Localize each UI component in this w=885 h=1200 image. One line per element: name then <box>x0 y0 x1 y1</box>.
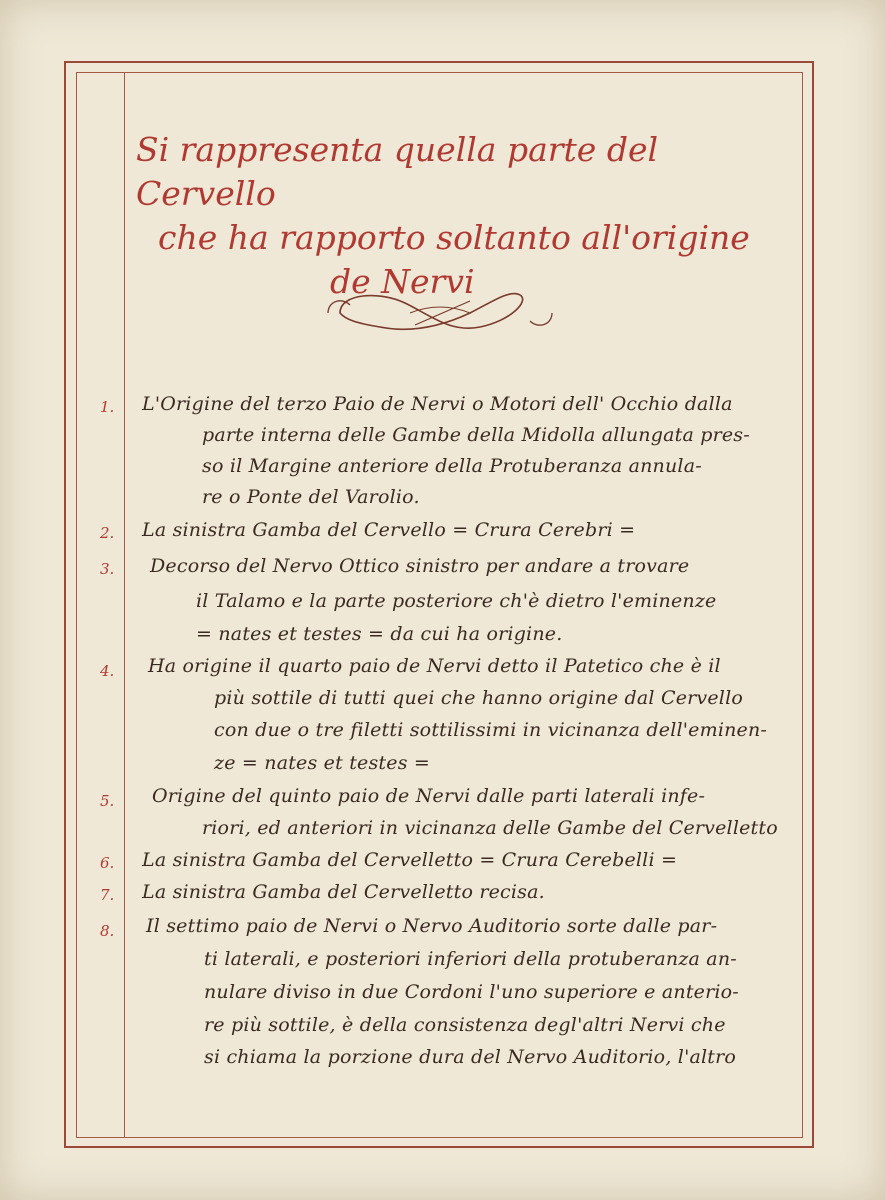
item-number: 2. <box>100 524 115 542</box>
item-line: = nates et testes = da cui ha origine. <box>196 623 563 645</box>
item-number: 3. <box>100 560 115 578</box>
item-line: il Talamo e la parte posteriore ch'è dietro l'eminenze <box>196 590 717 612</box>
item-number: 4. <box>100 662 115 680</box>
item-line: Il settimo paio de Nervi o Nervo Auditorio sorte dalle par- <box>146 915 718 937</box>
item-line: re o Ponte del Varolio. <box>202 486 420 508</box>
item-line: so il Margine anteriore della Protuberanza annula- <box>202 455 702 477</box>
item-line: re più sottile, è della consistenza degl'altri Nervi che <box>204 1014 726 1036</box>
item-line: riori, ed anteriori in vicinanza delle Gambe del Cervelletto <box>202 817 778 839</box>
item-number: 8. <box>100 922 115 940</box>
title-line-1: Si rappresenta quella parte del Cervello <box>136 130 659 213</box>
item-line: Ha origine il quarto paio de Nervi detto il Patetico che è il <box>148 655 721 677</box>
item-number: 7. <box>100 886 115 904</box>
item-line: Origine del quinto paio de Nervi dalle parti laterali infe- <box>152 785 706 807</box>
title-line-3: de Nervi <box>330 262 475 301</box>
item-number: 6. <box>100 854 115 872</box>
item-line: L'Origine del terzo Paio de Nervi o Motori dell' Occhio dalla <box>142 393 733 415</box>
item-line: si chiama la porzione dura del Nervo Auditorio, l'altro <box>204 1046 737 1068</box>
title-line-2: che ha rapporto soltanto all'origine <box>158 218 750 257</box>
item-line: ze = nates et testes = <box>214 752 431 774</box>
item-line: con due o tre filetti sottilissimi in vicinanza dell'eminen- <box>214 719 768 741</box>
item-number: 1. <box>100 398 115 416</box>
item-line: La sinistra Gamba del Cervelletto recisa. <box>142 881 545 903</box>
item-line: nulare diviso in due Cordoni l'uno superiore e anterio- <box>204 981 739 1003</box>
item-line: La sinistra Gamba del Cervelletto = Crura Cerebelli = <box>142 849 678 871</box>
item-line: ti laterali, e posteriori inferiori della protuberanza an- <box>204 948 737 970</box>
item-line: La sinistra Gamba del Cervello = Crura Cerebri = <box>142 519 636 541</box>
item-line: parte interna delle Gambe della Midolla allungata pres- <box>202 424 750 446</box>
item-line: più sottile di tutti quei che hanno origine dal Cervello <box>214 687 743 709</box>
item-line: Decorso del Nervo Ottico sinistro per andare a trovare <box>150 555 690 577</box>
item-number: 5. <box>100 792 115 810</box>
